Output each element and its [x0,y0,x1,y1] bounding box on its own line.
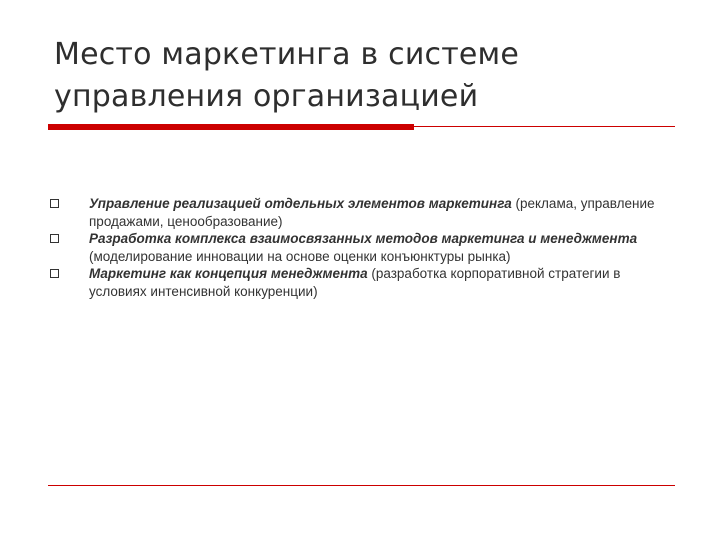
bullet-item-3-heading: Маркетинг как концепция менеджмента [89,266,368,281]
bullet-item-2 [50,230,670,265]
hollow-square-icon [50,269,59,278]
hollow-square-icon [50,234,59,243]
bullet-item-1-detail: (реклама, управление продажами, ценообразование) [89,196,655,229]
title-underline-thick-bar [48,124,414,130]
bottom-rule [48,485,675,486]
title-underline [48,122,675,132]
bullet-item-2-detail: (моделирование инновации на основе оценки конъюнктуры рынка) [89,248,511,264]
slide-title-line-1: Место маркетинга в системе [54,37,520,72]
bullet-item-1-heading: Управление реализацией отдельных элементов маркетинга [89,196,512,211]
bullet-item-2-heading: Разработка комплекса взаимосвязанных методов маркетинга и менеджмента [89,231,638,246]
bullet-list [50,195,670,300]
bullet-item-1 [50,195,670,230]
slide-title [54,34,674,118]
bullet-item-3 [50,265,670,300]
hollow-square-icon [50,199,59,208]
slide-title-line-2: управления организацией [54,79,479,114]
bullet-item-3-detail: (разработка корпоративной стратегии в условиях интенсивной конкуренции) [89,266,621,299]
